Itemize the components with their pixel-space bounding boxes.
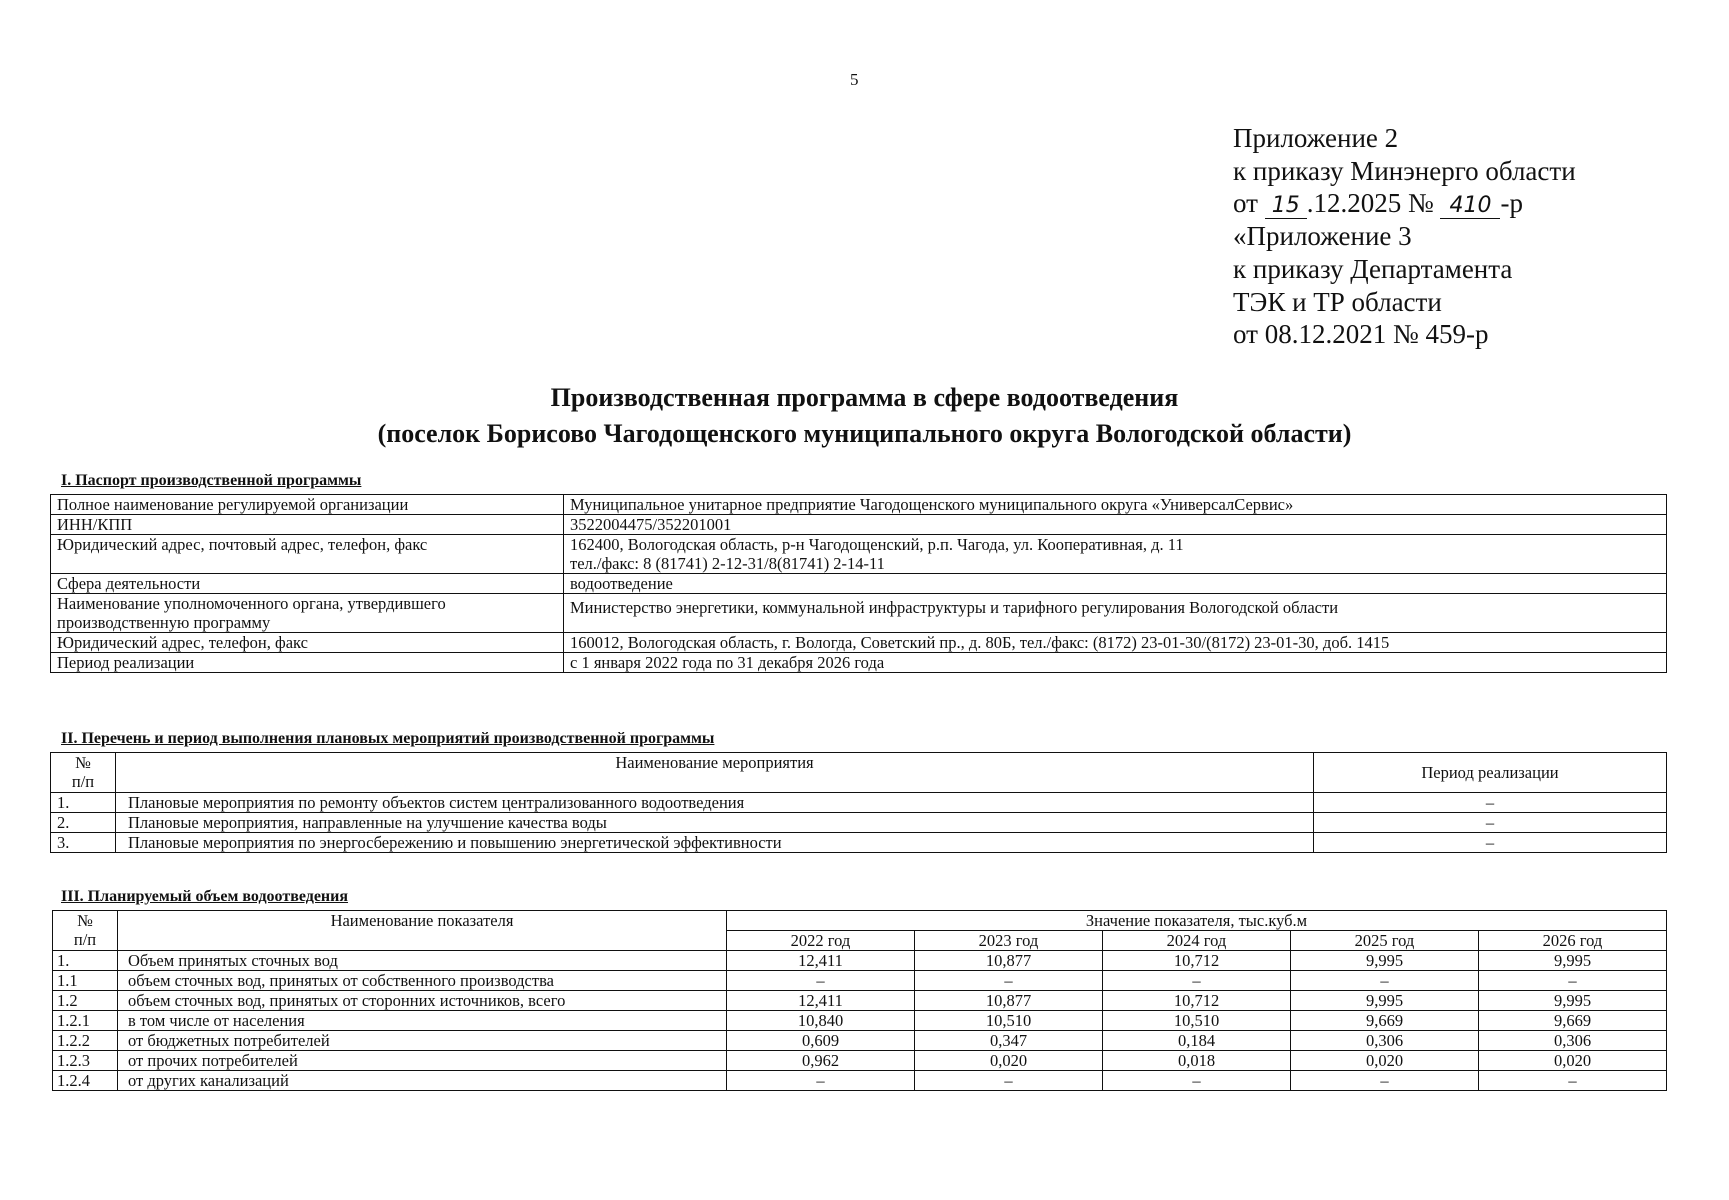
handwritten-day: 15 (1265, 194, 1307, 219)
document-title (0, 380, 1729, 452)
row-value: 0,020 (1479, 1051, 1667, 1071)
table-row (51, 653, 1667, 673)
row-value: – (727, 1071, 915, 1091)
passport-label: Юридический адрес, почтовый адрес, телефон, факс (51, 535, 564, 574)
row-value: – (915, 1071, 1103, 1091)
row-number: 1.2 (53, 991, 118, 1011)
row-number: 1.2.4 (53, 1071, 118, 1091)
row-number: 1. (53, 951, 118, 971)
table-header-row (51, 753, 1667, 793)
col-number-line: п/п (71, 772, 95, 791)
row-value: 10,712 (1103, 951, 1291, 971)
table-row (53, 1031, 1667, 1051)
row-value: 9,995 (1479, 991, 1667, 1011)
row-number: 1.1 (53, 971, 118, 991)
row-value: 10,712 (1103, 991, 1291, 1011)
row-value: 10,840 (727, 1011, 915, 1031)
appendix-date-mid: .12.2025 № (1306, 188, 1434, 219)
table-row (51, 833, 1667, 853)
row-name: объем сточных вод, принятых от собственного производства (118, 971, 727, 991)
year-header: 2022 год (727, 931, 915, 951)
passport-label: Период реализации (51, 653, 564, 673)
row-value: – (1291, 971, 1479, 991)
table-row (51, 574, 1667, 594)
title-line-2: (поселок Борисово Чагодощенского муниципального округа Вологодской области) (377, 419, 1352, 448)
row-value: 0,020 (1291, 1051, 1479, 1071)
appendix-date-suffix: -р (1500, 188, 1523, 219)
row-value: 10,877 (915, 951, 1103, 971)
section3-heading: III. Планируемый объем водоотведения (61, 888, 349, 905)
col-number-line: п/п (73, 930, 97, 949)
appendix-date-prefix: от (1233, 188, 1258, 219)
row-number: 1. (51, 793, 116, 813)
col-number-line: № (77, 911, 93, 930)
row-name: от бюджетных потребителей (118, 1031, 727, 1051)
passport-label: ИНН/КПП (51, 515, 564, 535)
row-name: от других канализаций (118, 1071, 727, 1091)
appendix-line-4: «Приложение 3 (1233, 221, 1412, 252)
year-header: 2025 год (1291, 931, 1479, 951)
section2-heading: II. Перечень и период выполнения плановых мероприятий производственной программы (61, 730, 715, 747)
passport-value-line: тел./факс: 8 (81741) 2-12-31/8(81741) 2-14-11 (570, 554, 885, 573)
row-number: 1.2.3 (53, 1051, 118, 1071)
row-name: Плановые мероприятия, направленные на улучшение качества воды (116, 813, 1314, 833)
table-row (53, 1011, 1667, 1031)
passport-label (51, 594, 564, 633)
col-number-line: № (75, 753, 91, 772)
row-value: 10,510 (1103, 1011, 1291, 1031)
row-value: 9,669 (1479, 1011, 1667, 1031)
row-value: 0,347 (915, 1031, 1103, 1051)
page-number: 5 (850, 70, 859, 89)
appendix-line-7: от 08.12.2021 № 459-р (1233, 319, 1489, 350)
row-value: 9,995 (1291, 951, 1479, 971)
col-name-header: Наименование показателя (118, 911, 727, 951)
row-value: 0,184 (1103, 1031, 1291, 1051)
row-value: – (1103, 971, 1291, 991)
row-value: 9,995 (1479, 951, 1667, 971)
appendix-line-6: ТЭК и ТР области (1233, 286, 1442, 317)
row-value: – (1479, 971, 1667, 991)
table-row (53, 991, 1667, 1011)
row-value: – (1103, 1071, 1291, 1091)
row-number: 1.2.1 (53, 1011, 118, 1031)
row-value: 9,669 (1291, 1011, 1479, 1031)
row-value: 9,995 (1291, 991, 1479, 1011)
passport-value: 160012, Вологодская область, г. Вологда, Советский пр., д. 80Б, тел./факс: (8172) 23-01-30/(8172) 23-01-30, доб. 1415 (564, 633, 1667, 653)
row-number: 3. (51, 833, 116, 853)
year-header: 2023 год (915, 931, 1103, 951)
table-header-row (53, 911, 1667, 931)
passport-value-line: 162400, Вологодская область, р-н Чагодощенский, р.п. Чагода, ул. Кооперативная, д. 11 (570, 535, 1184, 554)
row-value: 0,306 (1291, 1031, 1479, 1051)
events-table (50, 752, 1667, 853)
passport-table (50, 494, 1667, 673)
table-row (53, 951, 1667, 971)
passport-value (564, 535, 1667, 574)
table-row (53, 1071, 1667, 1091)
table-row (51, 495, 1667, 515)
passport-label-line: производственную программу (57, 613, 271, 632)
row-value: – (727, 971, 915, 991)
table-row (51, 633, 1667, 653)
table-row (51, 813, 1667, 833)
col-period-header: Период реализации (1314, 753, 1667, 793)
col-values-header: Значение показателя, тыс.куб.м (727, 911, 1667, 931)
appendix-line-3 (1233, 187, 1576, 220)
row-number: 2. (51, 813, 116, 833)
appendix-header (1233, 122, 1576, 351)
row-name: в том числе от населения (118, 1011, 727, 1031)
row-number: 1.2.2 (53, 1031, 118, 1051)
passport-label-line: Наименование уполномоченного органа, утвердившего (57, 594, 446, 613)
passport-value: 3522004475/352201001 (564, 515, 1667, 535)
row-period: – (1314, 813, 1667, 833)
row-value: – (1291, 1071, 1479, 1091)
row-value: 12,411 (727, 951, 915, 971)
row-value: 12,411 (727, 991, 915, 1011)
passport-value: Министерство энергетики, коммунальной инфраструктуры и тарифного регулирования Вологодской области (564, 594, 1667, 633)
appendix-line-5: к приказу Департамента (1233, 253, 1513, 284)
col-number-header (51, 753, 116, 793)
table-row (53, 971, 1667, 991)
row-value: 0,020 (915, 1051, 1103, 1071)
row-value: 10,510 (915, 1011, 1103, 1031)
row-name: от прочих потребителей (118, 1051, 727, 1071)
table-row (51, 793, 1667, 813)
row-value: 10,877 (915, 991, 1103, 1011)
row-value: 0,018 (1103, 1051, 1291, 1071)
appendix-line-2: к приказу Минэнерго области (1233, 155, 1576, 186)
table-row (51, 535, 1667, 574)
table-row (51, 594, 1667, 633)
col-number-header (53, 911, 118, 951)
passport-label: Полное наименование регулируемой организации (51, 495, 564, 515)
row-name: Плановые мероприятия по ремонту объектов систем централизованного водоотведения (116, 793, 1314, 813)
table-row (53, 1051, 1667, 1071)
row-period: – (1314, 793, 1667, 813)
year-header: 2024 год (1103, 931, 1291, 951)
passport-value: водоотведение (564, 574, 1667, 594)
passport-value: с 1 января 2022 года по 31 декабря 2026 года (564, 653, 1667, 673)
section1-heading: I. Паспорт производственной программы (61, 472, 362, 489)
row-name: объем сточных вод, принятых от сторонних источников, всего (118, 991, 727, 1011)
row-value: 0,962 (727, 1051, 915, 1071)
row-name: Объем принятых сточных вод (118, 951, 727, 971)
row-period: – (1314, 833, 1667, 853)
row-value: 0,306 (1479, 1031, 1667, 1051)
row-value: 0,609 (727, 1031, 915, 1051)
col-name-header: Наименование мероприятия (116, 753, 1314, 793)
row-value: – (1479, 1071, 1667, 1091)
handwritten-order-number: 410 (1440, 194, 1500, 219)
passport-value: Муниципальное унитарное предприятие Чагодощенского муниципального округа «УниверсалСервис» (564, 495, 1667, 515)
row-value: – (915, 971, 1103, 991)
passport-label: Сфера деятельности (51, 574, 564, 594)
passport-label: Юридический адрес, телефон, факс (51, 633, 564, 653)
title-line-1: Производственная программа в сфере водоотведения (550, 383, 1179, 412)
appendix-line-1: Приложение 2 (1233, 123, 1399, 153)
year-header: 2026 год (1479, 931, 1667, 951)
table-row (51, 515, 1667, 535)
row-name: Плановые мероприятия по энергосбережению и повышению энергетической эффективности (116, 833, 1314, 853)
volume-table (52, 910, 1667, 1091)
